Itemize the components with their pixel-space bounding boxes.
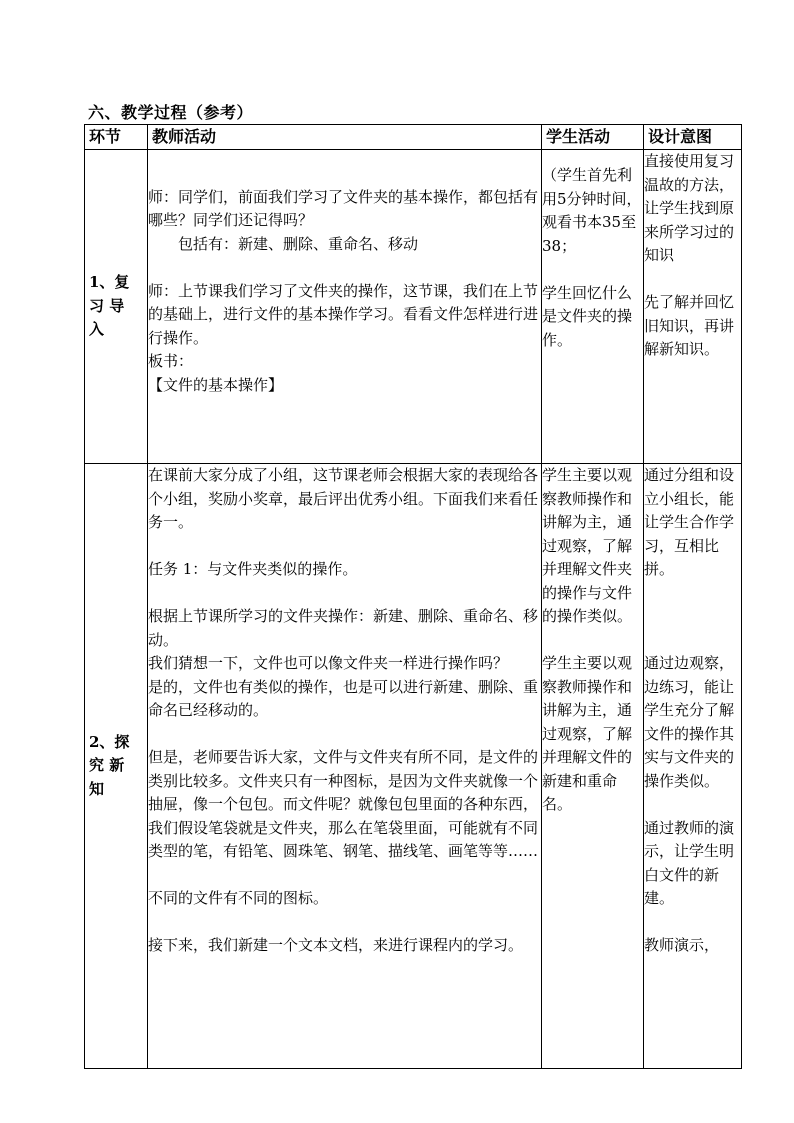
stage-line: 入 [89, 320, 105, 339]
table-header-row [85, 125, 742, 150]
intent-paragraph: 教师演示， [644, 936, 720, 954]
teacher-paragraph: 接下来，我们新建一个文本文档，来进行课程内的学习。 [148, 936, 524, 954]
header-teacher-activity: 教师活动 [148, 125, 542, 150]
intent-paragraph: 通过教师的演示，让学生明白文件的新建。 [644, 818, 735, 907]
teaching-process-table [84, 124, 742, 1069]
student-activity-cell [542, 464, 644, 1069]
intent-paragraph: 通过边观察，边练习，能让学生充分了解文件的操作其实与文件夹的操作类似。 [644, 654, 735, 790]
stage-cell [85, 464, 148, 1069]
teacher-paragraph: 包括有：新建、删除、重命名、移动 [178, 234, 419, 253]
teacher-paragraph: 在课前大家分成了小组，这节课老师会根据大家的表现给各个小组，奖励小奖章，最后评出优秀小组。下面我们来看任务一。 [148, 466, 539, 531]
table-row [85, 150, 742, 464]
stage-line: 究 新 [89, 756, 125, 775]
teacher-paragraph: 是的，文件也有类似的操作，也是可以进行新建、删除、重命名已经移动的。 [148, 677, 539, 719]
header-stage: 环节 [85, 125, 148, 150]
teacher-paragraph: 我们猜想一下，文件也可以像文件夹一样进行操作吗？ [148, 654, 509, 672]
teacher-paragraph: 【文件的基本操作】 [148, 375, 284, 394]
teacher-activity-cell [148, 150, 542, 464]
student-paragraph: 学生回忆什么是文件夹的操作。 [542, 283, 633, 349]
intent-paragraph: 通过分组和设立小组长，能让学生合作学习，互相比拼。 [644, 466, 735, 578]
header-design-intent: 设计意图 [644, 125, 742, 150]
stage-line: 1、复 [89, 273, 130, 292]
design-intent-cell [644, 464, 742, 1069]
student-activity-cell [542, 150, 644, 464]
student-paragraph: 学生主要以观察教师操作和讲解为主，通过观察，了解并理解文件的新建和重命名。 [542, 654, 633, 813]
design-intent-cell [644, 150, 742, 464]
teacher-paragraph: 板书： [148, 352, 194, 370]
section-heading: 六、教学过程（参考） [88, 103, 254, 122]
teacher-paragraph: 不同的文件有不同的图标。 [148, 889, 329, 907]
stage-line: 习 导 [89, 296, 125, 315]
teacher-activity-cell [148, 464, 542, 1069]
teacher-paragraph: 师：同学们，前面我们学习了文件夹的基本操作，都包括有哪些？同学们还记得吗？ [148, 187, 539, 229]
stage-line: 知 [89, 779, 105, 798]
teacher-paragraph: 根据上节课所学习的文件夹操作：新建、删除、重命名、移动。 [148, 607, 539, 649]
intent-paragraph: 先了解并回忆旧知识，再讲解新知识。 [644, 293, 735, 358]
stage-line: 2、探 [89, 732, 130, 751]
teacher-paragraph: 师：上节课我们学习了文件夹的操作，这节课，我们在上节的基础上，进行文件的基本操作学习。看看文件怎样进行进行操作。 [148, 281, 539, 347]
student-paragraph: 学生主要以观察教师操作和讲解为主，通过观察，了解并理解文件夹的操作与文件的操作类似。 [542, 466, 633, 625]
table-row [85, 464, 742, 1069]
teacher-paragraph: 但是，老师要告诉大家，文件与文件夹有所不同，是文件的类别比较多。文件夹只有一种图标，是因为文件夹就像一个抽屉，像一个包包。而文件呢？就像包包里面的各种东西，我们假设笔袋就是文件夹，那么在笔袋里面，可能就有不同类型的笔，有铅笔、圆珠笔、钢笔、描线笔、画笔等等…… [148, 748, 539, 860]
student-paragraph: （学生首先利用5分钟时间，观看书本35至38； [542, 166, 642, 255]
intent-paragraph: 直接使用复习温故的方法，让学生找到原来所学习过的知识 [644, 152, 735, 264]
teacher-paragraph: 任务 1：与文件夹类似的操作。 [148, 560, 358, 578]
stage-cell [85, 150, 148, 464]
header-student-activity: 学生活动 [542, 125, 644, 150]
